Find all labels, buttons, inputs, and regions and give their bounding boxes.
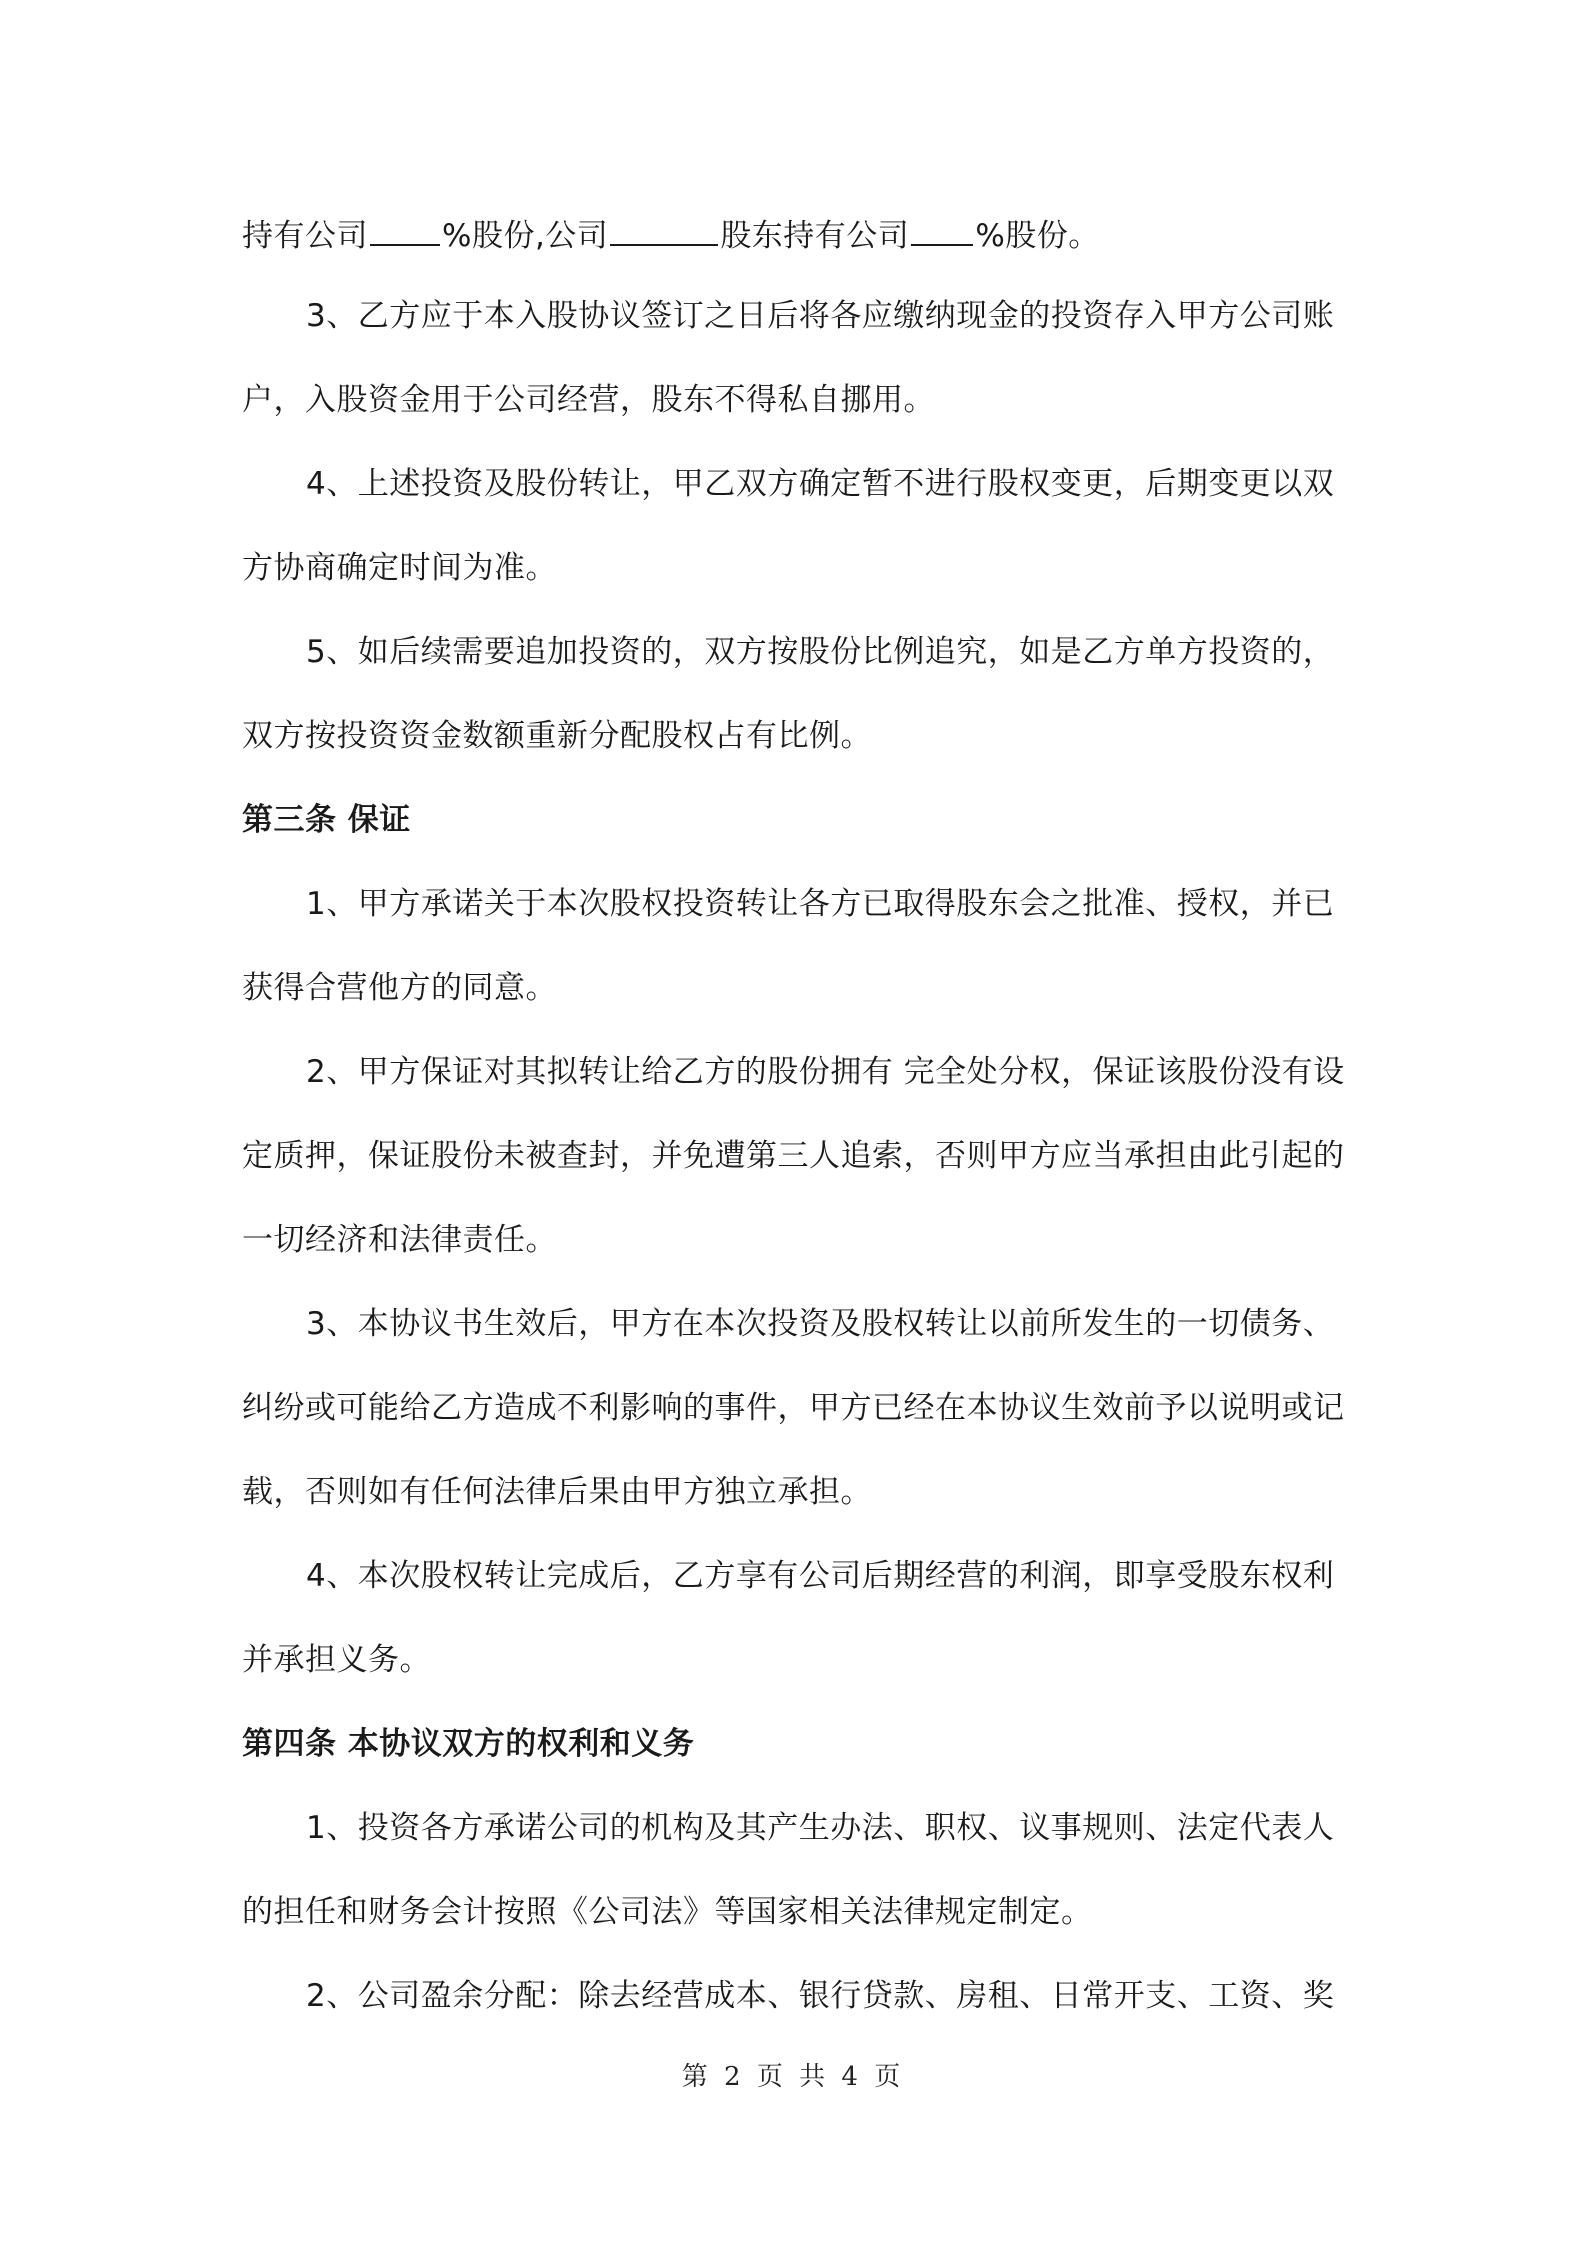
paragraph-line: 2、甲方保证对其拟转让给乙方的股份拥有 完全处分权，保证该股份没有设 bbox=[306, 1054, 1345, 1090]
paragraph-line: 并承担义务。 bbox=[242, 1642, 431, 1678]
fill-in-blank bbox=[370, 212, 440, 246]
page-number-footer: 第 2 页 共 4 页 bbox=[681, 2062, 905, 2092]
paragraph-line: 3、乙方应于本入股协议签订之日后将各应缴纳现金的投资存入甲方公司账 bbox=[306, 298, 1335, 334]
paragraph-line: 纠纷或可能给乙方造成不利影响的事件，甲方已经在本协议生效前予以说明或记 bbox=[242, 1390, 1345, 1426]
paragraph-line: 1、投资各方承诺公司的机构及其产生办法、职权、议事规则、法定代表人 bbox=[306, 1810, 1335, 1846]
section-heading: 第三条 保证 bbox=[242, 802, 411, 838]
paragraph-line: 方协商确定时间为准。 bbox=[242, 550, 557, 586]
fill-in-blank bbox=[610, 212, 718, 246]
text-line bbox=[242, 212, 1362, 252]
paragraph-line: 的担任和财务会计按照《公司法》等国家相关法律规定制定。 bbox=[242, 1894, 1093, 1930]
paragraph-line: 双方按投资资金数额重新分配股权占有比例。 bbox=[242, 718, 872, 754]
paragraph-line: 户，入股资金用于公司经营，股东不得私自挪用。 bbox=[242, 382, 935, 418]
fill-in-blank bbox=[911, 212, 973, 246]
text-segment: %股份,公司 bbox=[442, 218, 609, 254]
text-segment: %股份。 bbox=[975, 218, 1100, 254]
paragraph-line: 载，否则如有任何法律后果由甲方独立承担。 bbox=[242, 1474, 872, 1510]
paragraph-line: 5、如后续需要追加投资的，双方按股份比例追究，如是乙方单方投资的， bbox=[306, 634, 1335, 670]
paragraph-line: 4、上述投资及股份转让，甲乙双方确定暂不进行股权变更，后期变更以双 bbox=[306, 466, 1335, 502]
text-segment: 持有公司 bbox=[242, 218, 368, 254]
paragraph-line: 4、本次股权转让完成后，乙方享有公司后期经营的利润，即享受股东权利 bbox=[306, 1558, 1335, 1594]
paragraph-line: 获得合营他方的同意。 bbox=[242, 970, 557, 1006]
paragraph-line: 2、公司盈余分配：除去经营成本、银行贷款、房租、日常开支、工资、奖 bbox=[306, 1978, 1335, 2014]
paragraph-line: 3、本协议书生效后，甲方在本次投资及股权转让以前所发生的一切债务、 bbox=[306, 1306, 1335, 1342]
paragraph-line: 一切经济和法律责任。 bbox=[242, 1222, 557, 1258]
text-segment: 股东持有公司 bbox=[720, 218, 910, 254]
paragraph-line: 1、甲方承诺关于本次股权投资转让各方已取得股东会之批准、授权，并已 bbox=[306, 886, 1335, 922]
section-heading: 第四条 本协议双方的权利和义务 bbox=[242, 1726, 695, 1762]
paragraph-line: 定质押，保证股份未被查封，并免遭第三人追索，否则甲方应当承担由此引起的 bbox=[242, 1138, 1345, 1174]
